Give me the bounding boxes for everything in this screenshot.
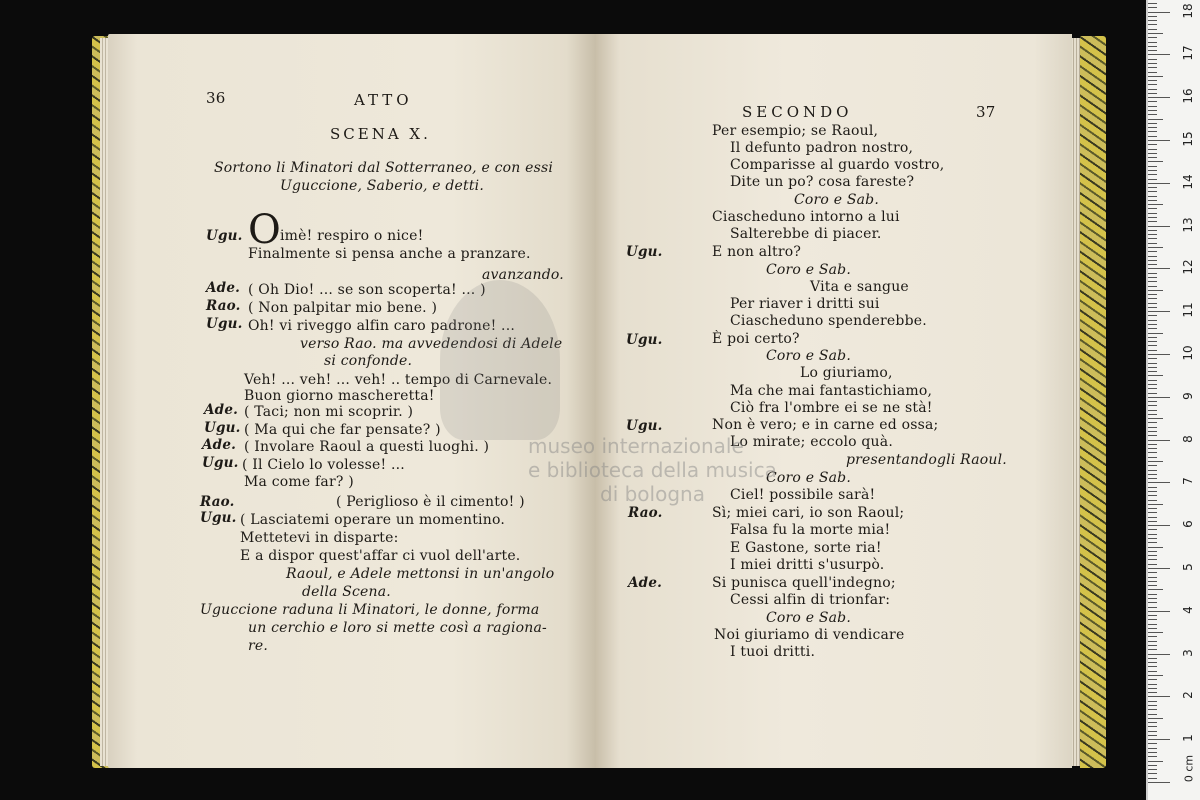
speaker-label: Rao. (628, 505, 663, 521)
ruler-tick (1148, 624, 1157, 625)
ruler-tick (1148, 110, 1157, 111)
running-head-left: ATTO (354, 91, 413, 109)
speaker-label: Rao. (206, 298, 241, 314)
ruler-tick (1148, 204, 1163, 205)
ruler-tick (1148, 666, 1157, 667)
ruler-tick (1148, 307, 1157, 308)
verse-line: Veh! ... veh! ... veh! .. tempo di Carnevale. (244, 372, 553, 388)
ruler-tick (1148, 675, 1163, 676)
stage-direction-inline: verso Rao. ma avvedendosi di Adele (300, 336, 563, 352)
right-cover-marbled (1080, 36, 1106, 768)
ruler-tick (1148, 119, 1163, 120)
ruler-tick (1148, 127, 1157, 128)
ruler-tick (1148, 743, 1157, 744)
ruler-tick (1148, 739, 1170, 740)
ruler-tick (1148, 256, 1157, 257)
ruler-tick (1148, 114, 1157, 115)
ruler-tick (1148, 371, 1157, 372)
speaker-label: Ugu. (206, 316, 243, 332)
ruler-tick (1148, 243, 1157, 244)
ruler-tick (1148, 303, 1157, 304)
ruler-tick (1148, 161, 1163, 162)
ruler-tick (1148, 448, 1157, 449)
chorus-label: Coro e Sab. (766, 470, 851, 486)
ruler-tick (1148, 247, 1163, 248)
ruler-tick (1148, 20, 1157, 21)
ruler-label: 11 (1181, 302, 1195, 318)
ruler-tick (1148, 234, 1157, 235)
ruler-label: 8 (1181, 434, 1195, 443)
ruler-tick (1148, 452, 1157, 453)
ruler-tick (1148, 264, 1157, 265)
ruler-tick (1148, 679, 1157, 680)
ruler-tick (1148, 457, 1157, 458)
stage-direction-inline: si confonde. (324, 353, 413, 369)
ruler-label: 12 (1181, 259, 1195, 276)
ruler-tick (1148, 709, 1157, 710)
verse-line: Per esempio; se Raoul, (712, 123, 879, 139)
verse-line: È poi certo? (712, 331, 800, 347)
ruler-tick (1148, 435, 1157, 436)
ruler-tick (1148, 581, 1157, 582)
ruler-tick (1148, 487, 1157, 488)
verse-line: Buon giorno mascheretta! (244, 388, 435, 404)
verse-line: ( Lasciatemi operare un momentino. (240, 512, 505, 528)
ruler-tick (1148, 217, 1157, 218)
verse-line: Lo mirate; eccolo quà. (730, 434, 893, 450)
ruler-tick (1148, 93, 1157, 94)
verse-line: Il defunto padron nostro, (730, 140, 914, 156)
ruler-tick (1148, 230, 1157, 231)
verse-line: ( Taci; non mi scoprir. ) (244, 404, 414, 420)
ruler-tick (1148, 144, 1157, 145)
verse-line: Ciò fra l'ombre ei se ne stà! (730, 400, 933, 416)
ruler-tick (1148, 12, 1170, 13)
ruler-tick (1148, 29, 1157, 30)
ruler-label: 7 (1181, 477, 1195, 486)
ruler-tick (1148, 705, 1157, 706)
verse-line: Sì; miei cari, io son Raoul; (712, 505, 905, 521)
ruler-tick (1148, 393, 1157, 394)
ruler-tick (1148, 46, 1157, 47)
ruler-tick (1148, 221, 1157, 222)
ruler-tick (1148, 397, 1170, 398)
ruler-tick (1148, 101, 1157, 102)
ruler-tick (1148, 701, 1157, 702)
ruler-tick (1148, 461, 1163, 462)
verse-line: ( Involare Raoul a questi luoghi. ) (244, 439, 490, 455)
ruler-tick (1148, 174, 1157, 175)
ruler-tick (1148, 649, 1157, 650)
running-head-right: SECONDO (742, 103, 853, 121)
verse-line: Salterebbe di piacer. (730, 226, 882, 242)
ruler-tick (1148, 37, 1157, 38)
speaker-label: Ade. (202, 437, 237, 453)
watermark-logo-icon (440, 280, 560, 440)
verse-line: Dite un po? cosa fareste? (730, 174, 915, 190)
ruler-tick (1148, 328, 1157, 329)
ruler-tick (1148, 628, 1157, 629)
ruler-tick (1148, 632, 1163, 633)
stage-direction-inline: presentandogli Raoul. (846, 452, 1007, 468)
ruler-tick (1148, 718, 1163, 719)
speaker-label: Ugu. (626, 418, 663, 434)
ruler-tick (1148, 765, 1157, 766)
ruler-tick (1148, 80, 1157, 81)
watermark-line: museo internazionale (528, 434, 744, 458)
ruler-tick (1148, 380, 1157, 381)
ruler-label: 6 (1181, 520, 1195, 529)
ruler-tick (1148, 358, 1157, 359)
ruler-tick (1148, 427, 1157, 428)
stage-direction-inline: della Scena. (302, 584, 391, 600)
ruler-tick (1148, 495, 1157, 496)
ruler-tick (1148, 559, 1157, 560)
verse-line: Finalmente si pensa anche a pranzare. (248, 246, 531, 262)
verse-line: Per riaver i dritti sui (730, 296, 880, 312)
ruler-tick (1148, 761, 1163, 762)
chorus-label: Coro e Sab. (766, 348, 851, 364)
verse-line: Ma che mai fantastichiamo, (730, 383, 933, 399)
ruler-tick (1148, 444, 1157, 445)
page-number-left: 36 (206, 89, 226, 107)
verse-line: Ciel! possibile sarà! (730, 487, 876, 503)
verse-line: imè! respiro o nice! (280, 228, 424, 244)
ruler-tick (1148, 42, 1157, 43)
ruler-tick (1148, 508, 1157, 509)
verse-line: ( Non palpitar mio bene. ) (248, 300, 438, 316)
ruler-label: 13 (1181, 216, 1195, 233)
watermark-line: di bologna (600, 482, 705, 506)
verse-line: E non altro? (712, 244, 802, 260)
ruler-tick (1148, 324, 1157, 325)
ruler-tick (1148, 615, 1157, 616)
ruler-tick (1148, 731, 1157, 732)
ruler-tick (1148, 654, 1170, 655)
ruler-tick (1148, 59, 1157, 60)
verse-line: ( Periglioso è il cimento! ) (336, 494, 525, 510)
ruler-tick (1148, 200, 1157, 201)
verse-line: Comparisse al guardo vostro, (730, 157, 945, 173)
verse-line: Lo giuriamo, (800, 365, 893, 381)
verse-line: ( Oh Dio! ... se son scoperta! ... ) (248, 282, 486, 298)
verse-line: E Gastone, sorte ria! (730, 540, 882, 556)
verse-line: Mettetevi in disparte: (240, 530, 399, 546)
ruler-tick (1148, 517, 1157, 518)
ruler-tick (1148, 286, 1157, 287)
ruler-tick (1148, 345, 1157, 346)
ruler-tick (1148, 538, 1157, 539)
ruler-label: 14 (1181, 174, 1195, 190)
speaker-label: Ugu. (626, 244, 663, 260)
speaker-label: Rao. (200, 494, 235, 510)
ruler-label: 17 (1181, 45, 1195, 62)
stage-direction-line: un cerchio e loro si mette così a ragiona- (248, 620, 547, 636)
ruler-tick (1148, 333, 1163, 334)
ruler-tick (1148, 76, 1163, 77)
ruler-tick (1148, 422, 1157, 423)
ruler-tick (1148, 273, 1157, 274)
ruler-tick (1148, 268, 1170, 269)
verse-line: Non è vero; e in carne ed ossa; (712, 417, 939, 433)
chorus-label: Coro e Sab. (794, 192, 879, 208)
ruler-tick (1148, 3, 1157, 4)
speaker-label: Ade. (204, 402, 239, 418)
verse-line: ( Ma qui che far pensate? ) (244, 422, 441, 438)
ruler-tick (1148, 500, 1157, 501)
ruler-tick (1148, 440, 1170, 441)
ruler-tick (1148, 363, 1157, 364)
ruler-tick (1148, 714, 1157, 715)
speaker-label: Ade. (628, 575, 663, 591)
speaker-label: Ugu. (206, 228, 243, 244)
ruler-tick (1148, 405, 1157, 406)
verse-line: ( Il Cielo lo volesse! ... (242, 457, 405, 473)
speaker-label: Ugu. (204, 420, 241, 436)
chorus-label: Coro e Sab. (766, 262, 851, 278)
ruler-tick (1148, 157, 1157, 158)
ruler-tick (1148, 136, 1157, 137)
ruler-tick (1148, 84, 1157, 85)
watermark-line: e biblioteca della musica (528, 458, 777, 482)
ruler-tick (1148, 735, 1157, 736)
ruler-tick (1148, 196, 1157, 197)
ruler-tick (1148, 131, 1157, 132)
verse-line: I tuoi dritti. (730, 644, 816, 660)
ruler-tick (1148, 251, 1157, 252)
stage-direction-line: Sortono li Minatori dal Sotterraneo, e con essi (214, 160, 554, 176)
stage-direction-inline: avanzando. (482, 267, 564, 283)
ruler-tick (1148, 410, 1157, 411)
ruler-tick (1148, 482, 1170, 483)
ruler-tick (1148, 773, 1157, 774)
ruler-tick (1148, 191, 1157, 192)
ruler-tick (1148, 769, 1157, 770)
ruler-label: 18 (1181, 2, 1195, 19)
ruler-tick (1148, 97, 1170, 98)
ruler-tick (1148, 50, 1157, 51)
ruler-tick (1148, 491, 1157, 492)
measurement-ruler (1146, 0, 1200, 800)
ruler-tick (1148, 179, 1157, 180)
ruler-tick (1148, 24, 1157, 25)
verse-line: E a dispor quest'affar ci vuol dell'arte. (240, 548, 521, 564)
ruler-tick (1148, 166, 1157, 167)
ruler-tick (1148, 213, 1157, 214)
ruler-tick (1148, 67, 1157, 68)
ruler-tick (1148, 756, 1157, 757)
verse-line: Vita e sangue (810, 279, 909, 295)
ruler-tick (1148, 388, 1157, 389)
ruler-tick (1148, 598, 1157, 599)
ruler-tick (1148, 311, 1170, 312)
chorus-label: Coro e Sab. (766, 610, 851, 626)
ruler-tick (1148, 529, 1157, 530)
verse-line: Cessi alfin di trionfar: (730, 592, 891, 608)
ruler-tick (1148, 504, 1163, 505)
ruler-label: 3 (1181, 648, 1195, 657)
stage-direction-inline: Raoul, e Adele mettonsi in un'angolo (286, 566, 555, 582)
ruler-tick (1148, 418, 1163, 419)
ruler-tick (1148, 149, 1157, 150)
verse-line: Noi giuriamo di vendicare (714, 627, 905, 643)
ruler-tick (1148, 547, 1163, 548)
ruler-tick (1148, 367, 1157, 368)
speaker-label: Ugu. (200, 510, 237, 526)
ruler-tick (1148, 277, 1157, 278)
verse-line: Ciascheduno intorno a lui (712, 209, 900, 225)
ruler-tick (1148, 726, 1157, 727)
ruler-tick (1148, 684, 1157, 685)
ruler-tick (1148, 72, 1157, 73)
ruler-tick (1148, 534, 1157, 535)
ruler-tick (1148, 577, 1157, 578)
right-page (596, 34, 1072, 768)
drop-capital: O (248, 207, 281, 253)
ruler-tick (1148, 315, 1157, 316)
ruler-tick (1148, 512, 1157, 513)
ruler-tick (1148, 208, 1157, 209)
ruler-tick (1148, 778, 1157, 779)
ruler-tick (1148, 63, 1157, 64)
verse-line: Ma come far? ) (244, 474, 354, 490)
ruler-tick (1148, 281, 1157, 282)
ruler-tick (1148, 542, 1157, 543)
ruler-tick (1148, 89, 1157, 90)
ruler-tick (1148, 226, 1170, 227)
ruler-tick (1148, 465, 1157, 466)
verse-line: Oh! vi riveggo alfin caro padrone! ... (248, 318, 516, 334)
scene-title: SCENA X. (330, 125, 431, 143)
ruler-tick (1148, 474, 1157, 475)
ruler-tick (1148, 645, 1157, 646)
ruler-tick (1148, 748, 1157, 749)
ruler-tick (1148, 696, 1170, 697)
ruler-tick (1148, 183, 1170, 184)
verse-line: Si punisca quell'indegno; (712, 575, 896, 591)
ruler-tick (1148, 568, 1170, 569)
ruler-label: 16 (1181, 88, 1195, 104)
ruler-tick (1148, 260, 1157, 261)
ruler-label: 1 (1181, 734, 1195, 743)
ruler-unit-label: 0 cm (1182, 754, 1196, 783)
ruler-tick (1148, 401, 1157, 402)
ruler-tick (1148, 337, 1157, 338)
ruler-tick (1148, 572, 1157, 573)
ruler-tick (1148, 350, 1157, 351)
ruler-label: 10 (1181, 345, 1195, 361)
ruler-tick (1148, 341, 1157, 342)
ruler-tick (1148, 238, 1157, 239)
ruler-tick (1148, 607, 1157, 608)
ruler-tick (1148, 170, 1157, 171)
page-number-right: 37 (976, 103, 996, 121)
ruler-tick (1148, 671, 1157, 672)
ruler-tick (1148, 692, 1157, 693)
stage-direction-line: Uguccione raduna li Minatori, le donne, forma (200, 602, 540, 618)
speaker-label: Ade. (206, 280, 241, 296)
ruler-tick (1148, 298, 1157, 299)
stage-direction-line: Uguccione, Saberio, e detti. (280, 178, 485, 194)
ruler-tick (1148, 54, 1170, 55)
ruler-tick (1148, 619, 1157, 620)
stage-direction-line: re. (248, 638, 269, 654)
ruler-tick (1148, 722, 1157, 723)
ruler-tick (1148, 478, 1157, 479)
ruler-tick (1148, 594, 1157, 595)
ruler-tick (1148, 375, 1163, 376)
verse-line: I miei dritti s'usurpò. (730, 557, 885, 573)
ruler-label: 9 (1181, 391, 1195, 400)
ruler-tick (1148, 16, 1157, 17)
ruler-tick (1148, 153, 1157, 154)
ruler-tick (1148, 470, 1157, 471)
ruler-tick (1148, 33, 1163, 34)
ruler-tick (1148, 384, 1157, 385)
ruler-tick (1148, 662, 1157, 663)
ruler-tick (1148, 123, 1157, 124)
ruler-tick (1148, 636, 1157, 637)
ruler-tick (1148, 7, 1157, 8)
ruler-tick (1148, 354, 1170, 355)
ruler-tick (1148, 688, 1157, 689)
ruler-tick (1148, 551, 1157, 552)
ruler-tick (1148, 585, 1157, 586)
ruler-tick (1148, 589, 1163, 590)
ruler-tick (1148, 106, 1157, 107)
ruler-tick (1148, 521, 1157, 522)
speaker-label: Ugu. (202, 455, 239, 471)
ruler-tick (1148, 782, 1170, 783)
ruler-tick (1148, 294, 1157, 295)
ruler-tick (1148, 564, 1157, 565)
ruler-tick (1148, 602, 1157, 603)
ruler-tick (1148, 290, 1163, 291)
ruler-tick (1148, 140, 1170, 141)
ruler-tick (1148, 658, 1157, 659)
ruler-label: 4 (1181, 605, 1195, 614)
ruler-tick (1148, 525, 1170, 526)
ruler-tick (1148, 187, 1157, 188)
ruler-label: 2 (1181, 691, 1195, 700)
ruler-tick (1148, 752, 1157, 753)
verse-line: Ciascheduno spenderebbe. (730, 313, 927, 329)
ruler-label: 15 (1181, 131, 1195, 147)
ruler-tick (1148, 555, 1157, 556)
ruler-tick (1148, 641, 1157, 642)
ruler-tick (1148, 431, 1157, 432)
verse-line: Falsa fu la morte mia! (730, 522, 891, 538)
ruler-tick (1148, 320, 1157, 321)
ruler-tick (1148, 414, 1157, 415)
speaker-label: Ugu. (626, 332, 663, 348)
ruler-label: 5 (1181, 563, 1195, 571)
ruler-tick (1148, 611, 1170, 612)
